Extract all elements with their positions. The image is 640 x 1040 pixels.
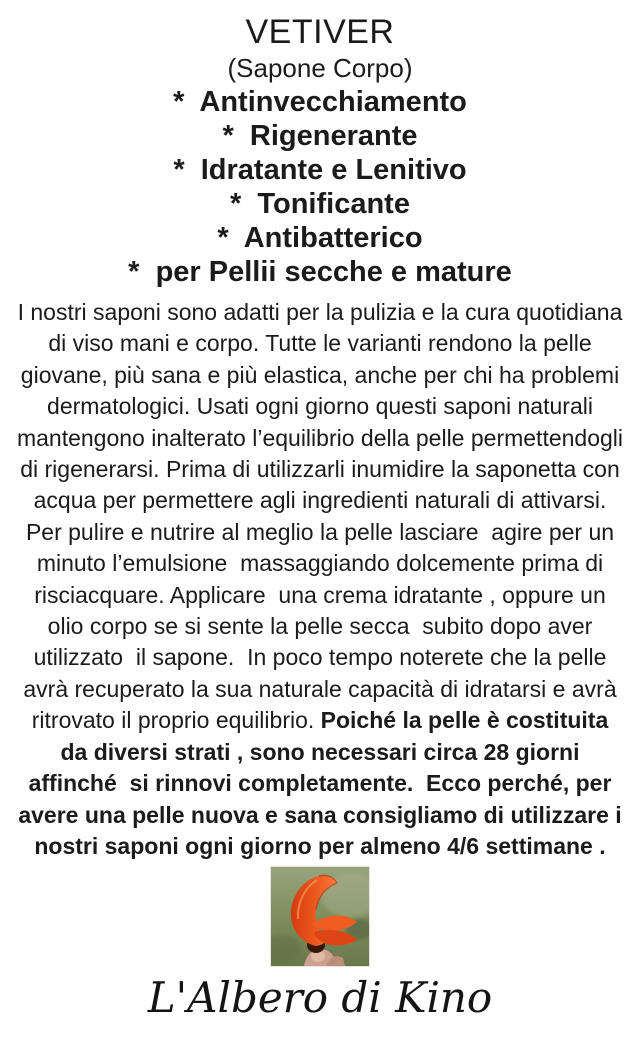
- paragraph-text-segment: utilizzato il sapone. In poco tempo noterete che la pelle: [33, 644, 607, 671]
- feature-item: * per Pellii secche e mature: [128, 256, 512, 288]
- feature-item: * Antibatterico: [217, 222, 423, 254]
- paragraph-line: [0, 831, 640, 862]
- paragraph-line: [0, 611, 640, 642]
- paragraph-line: [0, 800, 640, 831]
- paragraph-text-segment: di viso mani e corpo. Tutte le varianti rendono la pelle: [48, 330, 592, 357]
- paragraph-line: [0, 548, 640, 579]
- paragraph-line: [0, 391, 640, 422]
- description-paragraph: [0, 297, 640, 862]
- paragraph-bold-segment: avere una pelle nuova e sana consigliamo di utilizzare i: [18, 801, 622, 828]
- product-type: (Sapone Corpo): [227, 53, 413, 83]
- paragraph-text-segment: avrà recuperato la sua naturale capacità di idratarsi e avrà: [23, 675, 617, 702]
- paragraph-line: [0, 485, 640, 516]
- paragraph-bold-segment: Poiché la pelle è costituita: [320, 707, 609, 734]
- paragraph-text-segment: mantengono inalterato l’equilibrio della pelle permettendogli: [16, 424, 624, 451]
- paragraph-line: [0, 737, 640, 768]
- feature-item: * Rigenerante: [222, 120, 418, 152]
- paragraph-text-segment: Per pulire e nutrire al meglio la pelle lasciare agire per un: [25, 518, 615, 545]
- flower-photo: [270, 866, 370, 967]
- paragraph-line: [0, 580, 640, 611]
- paragraph-text-segment: risciacquare. Applicare una crema idratante , oppure un: [34, 581, 606, 608]
- paragraph-line: [0, 674, 640, 705]
- product-name: VETIVER: [245, 13, 395, 51]
- paragraph-text-segment: acqua per permettere agli ingredienti naturali di attivarsi.: [33, 487, 607, 514]
- paragraph-text-segment: dermatologici. Usati ogni giorno questi saponi naturali: [47, 393, 593, 420]
- paragraph-line: [0, 297, 640, 328]
- paragraph-text-segment: di rigenerarsi. Prima di utilizzarli inumidire la saponetta con: [20, 456, 620, 483]
- paragraph-line: [0, 705, 640, 736]
- paragraph-text-segment: olio corpo se si sente la pelle secca subito dopo aver: [47, 613, 593, 640]
- feature-item: * Tonificante: [230, 188, 410, 220]
- feature-item: * Idratante e Lenitivo: [173, 154, 467, 186]
- paragraph-line: [0, 328, 640, 359]
- feature-list: [0, 85, 640, 289]
- paragraph-bold-segment: da diversi strati , sono necessari circa 28 giorni: [60, 738, 580, 765]
- paragraph-line: [0, 360, 640, 391]
- flower-illustration: [271, 867, 369, 966]
- paragraph-bold-segment: nostri saponi ogni giorno per almeno 4/6 settimane .: [34, 832, 606, 859]
- paragraph-bold-segment: affinché si rinnovi completamente. Ecco perché, per: [28, 770, 612, 797]
- paragraph-line: [0, 517, 640, 548]
- paragraph-text-segment: giovane, più sana e più elastica, anche per chi ha problemi: [20, 361, 620, 388]
- paragraph-text-segment: I nostri saponi sono adatti per la pulizia e la cura quotidiana: [17, 299, 623, 325]
- feature-item: * Antinvecchiamento: [173, 86, 467, 118]
- paragraph-text-segment: ritrovato il proprio equilibrio.: [31, 707, 321, 734]
- paragraph-text-segment: minuto l’emulsione massaggiando dolcemente prima di: [36, 550, 604, 577]
- paragraph-line: [0, 768, 640, 799]
- paragraph-line: [0, 642, 640, 673]
- paragraph-line: [0, 454, 640, 485]
- brand-logo-text: L'Albero di Kino: [147, 973, 493, 1023]
- paragraph-line: [0, 423, 640, 454]
